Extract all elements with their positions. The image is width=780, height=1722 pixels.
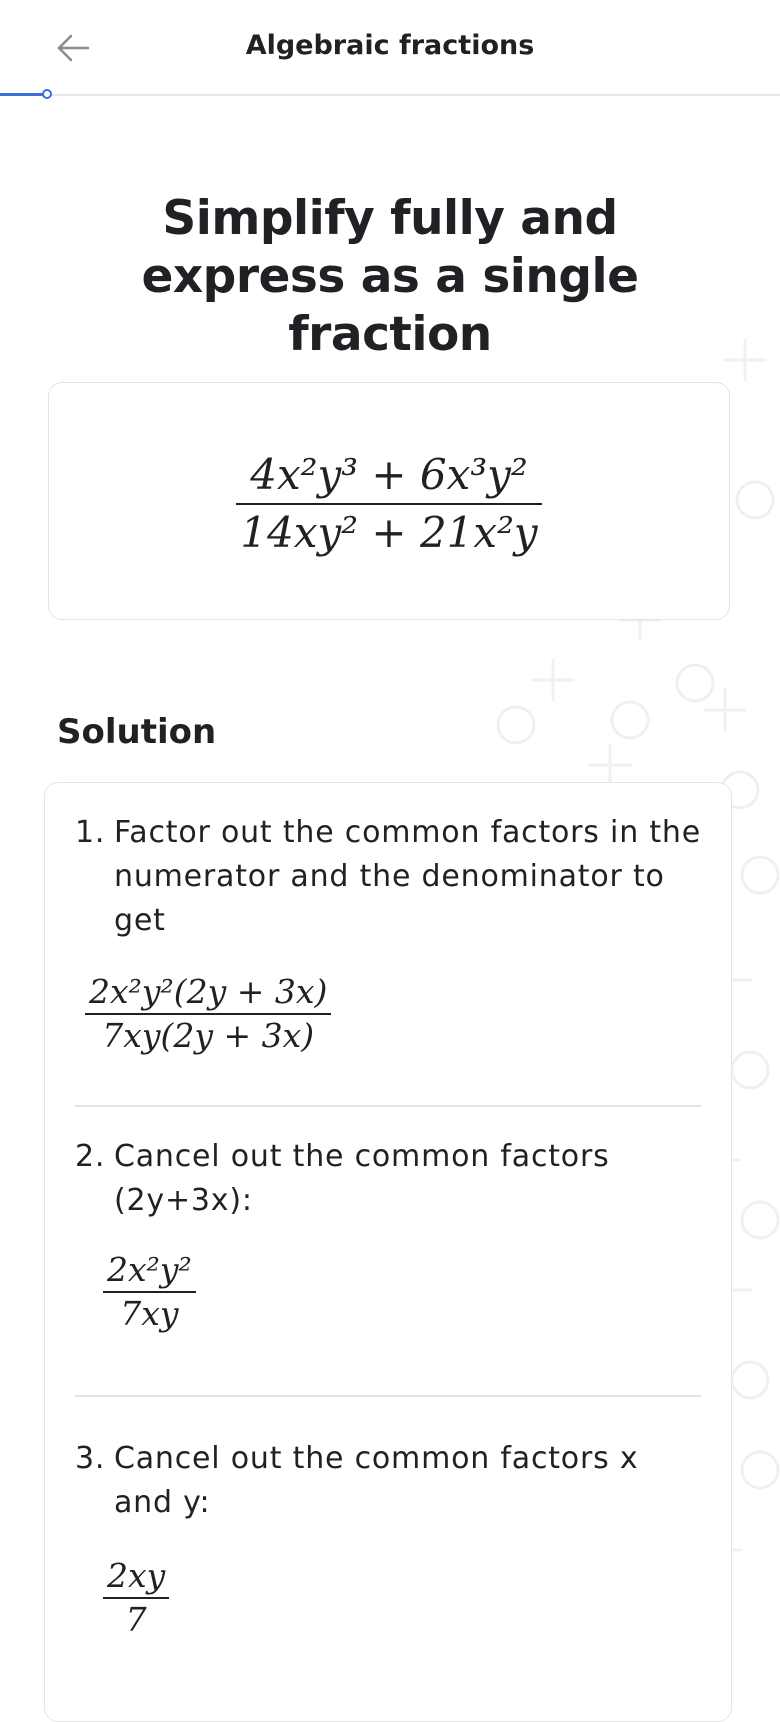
step-1-result: [85, 971, 331, 1057]
question-title-line1: Simplify fully and: [162, 191, 618, 246]
step-description: Cancel out the common factors (2y+3x):: [114, 1139, 610, 1218]
page-title: Algebraic fractions: [245, 30, 535, 61]
step-divider: [75, 1395, 701, 1397]
step-text: [75, 1437, 705, 1525]
step-text: [75, 1135, 705, 1223]
step-2-denominator: 7xy: [120, 1293, 179, 1333]
progress-indicator: [42, 89, 52, 99]
step-2-numerator: 2x²y²: [107, 1250, 192, 1289]
step-description: Cancel out the common factors x and y:: [114, 1441, 639, 1520]
question-title: [40, 190, 740, 364]
step-3-result: [103, 1555, 169, 1641]
top-bar: [0, 0, 780, 96]
step-number: 3.: [75, 1441, 106, 1476]
solution-step-2: [75, 1135, 705, 1223]
progress-bar: [0, 93, 47, 96]
step-1-denominator: 7xy(2y + 3x): [102, 1015, 315, 1055]
step-2-result: [103, 1249, 196, 1335]
question-numerator: 4x²y³ + 6x³y²: [250, 450, 528, 499]
step-divider: [75, 1105, 701, 1107]
step-3-numerator: 2xy: [107, 1556, 166, 1595]
progress-track: [0, 94, 780, 96]
question-expression: [49, 447, 729, 561]
question-denominator: 14xy² + 21x²y: [240, 507, 538, 557]
step-1-numerator: 2x²y²(2y + 3x): [89, 972, 328, 1011]
solution-step-3: [75, 1437, 705, 1525]
step-number: 1.: [75, 815, 106, 850]
question-title-line2: express as a single fraction: [141, 249, 639, 362]
step-description: Factor out the common factors in the numerator and the denominator to get: [114, 815, 701, 938]
step-3-denominator: 7: [125, 1599, 147, 1639]
solution-card: [44, 782, 732, 1722]
solution-heading: Solution: [57, 712, 217, 752]
step-text: [75, 811, 705, 943]
solution-step-1: [75, 811, 705, 943]
question-card: [48, 382, 730, 620]
step-number: 2.: [75, 1139, 106, 1174]
